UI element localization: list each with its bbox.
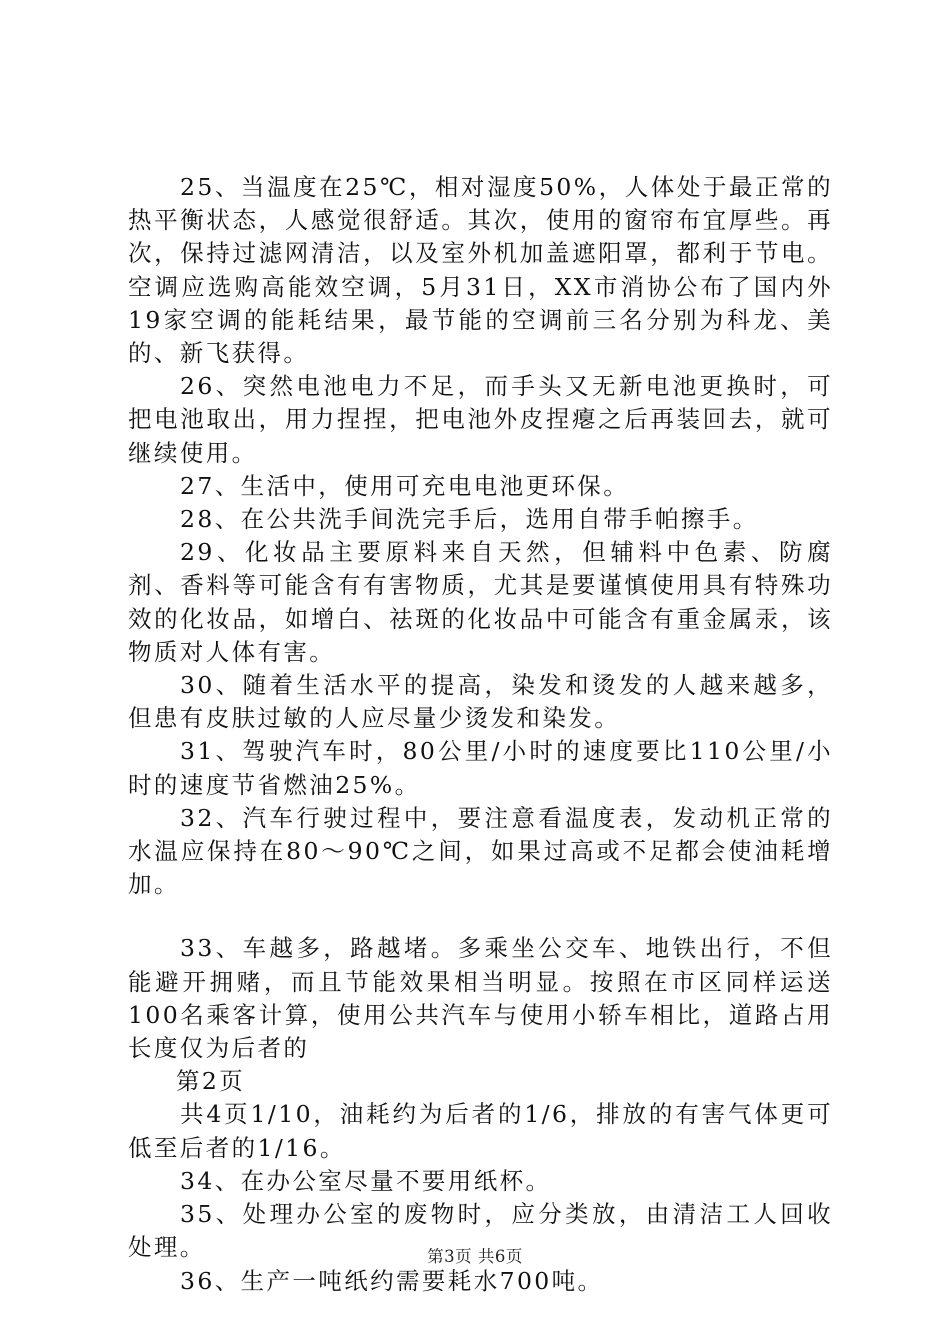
inline-page-label: 第2页 (176, 1067, 246, 1096)
page-footer: 第3页 共6页 (427, 1247, 523, 1266)
paragraph-31: 31、驾驶汽车时，80公里/小时的速度要比110公里/小时的速度节省燃油25%。 (128, 737, 833, 799)
paragraph-25: 25、当温度在25℃，相对湿度50%，人体处于最正常的热平衡状态，人感觉很舒适。其次，使用的窗帘布宜厚些。再次，保持过滤网清洁，以及室外机加盖遮阳罩，都利于节电。空调应选购高能效空调，5月31日，XX市消协公布了国内外19家空调的能耗结果，最节能的空调前三名分别为科龙、美的、新飞获得。 (128, 173, 833, 368)
paragraph-29: 29、化妆品主要原料来自天然，但辅料中色素、防腐剂、香料等可能含有有害物质，尤其是要谨慎使用具有特殊功效的化妆品，如增白、祛斑的化妆品中可能含有重金属汞，该物质对人体有害。 (128, 538, 833, 666)
document-body (128, 171, 833, 1298)
paragraph-33-continuation: 共4页1/10，油耗约为后者的1/6，排放的有害气体更可低至后者的1/16。 (128, 1100, 833, 1162)
paragraph-28: 28、在公共洗手间洗完手后，选用自带手帕擦手。 (180, 505, 759, 534)
paragraph-33: 33、车越多，路越堵。多乘坐公交车、地铁出行，不但能避开拥赌，而且节能效果相当明显。按照在市区同样运送100名乘客计算，使用公共汽车与使用小轿车相比，道路占用长度仅为后者的 (128, 934, 833, 1063)
paragraph-35: 35、处理办公室的废物时，应分类放，由清洁工人回收处理。 (128, 1200, 833, 1262)
paragraph-32: 32、汽车行驶过程中，要注意看温度表，发动机正常的水温应保持在80～90℃之间，如果过高或不足都会使油耗增加。 (128, 803, 833, 899)
paragraph-27: 27、生活中，使用可充电电池更环保。 (180, 471, 630, 500)
paragraph-30: 30、随着生活水平的提高，染发和烫发的人越来越多，但患有皮肤过敏的人应尽量少烫发和染发。 (128, 671, 833, 733)
paragraph-34: 34、在办公室尽量不要用纸杯。 (180, 1166, 552, 1195)
paragraph-26: 26、突然电池电力不足，而手头又无新电池更换时，可把电池取出，用力捏捏，把电池外皮捏瘪之后再装回去，就可继续使用。 (128, 372, 833, 467)
paragraph-36: 36、生产一吨纸约需要耗水700吨。 (180, 1266, 604, 1295)
